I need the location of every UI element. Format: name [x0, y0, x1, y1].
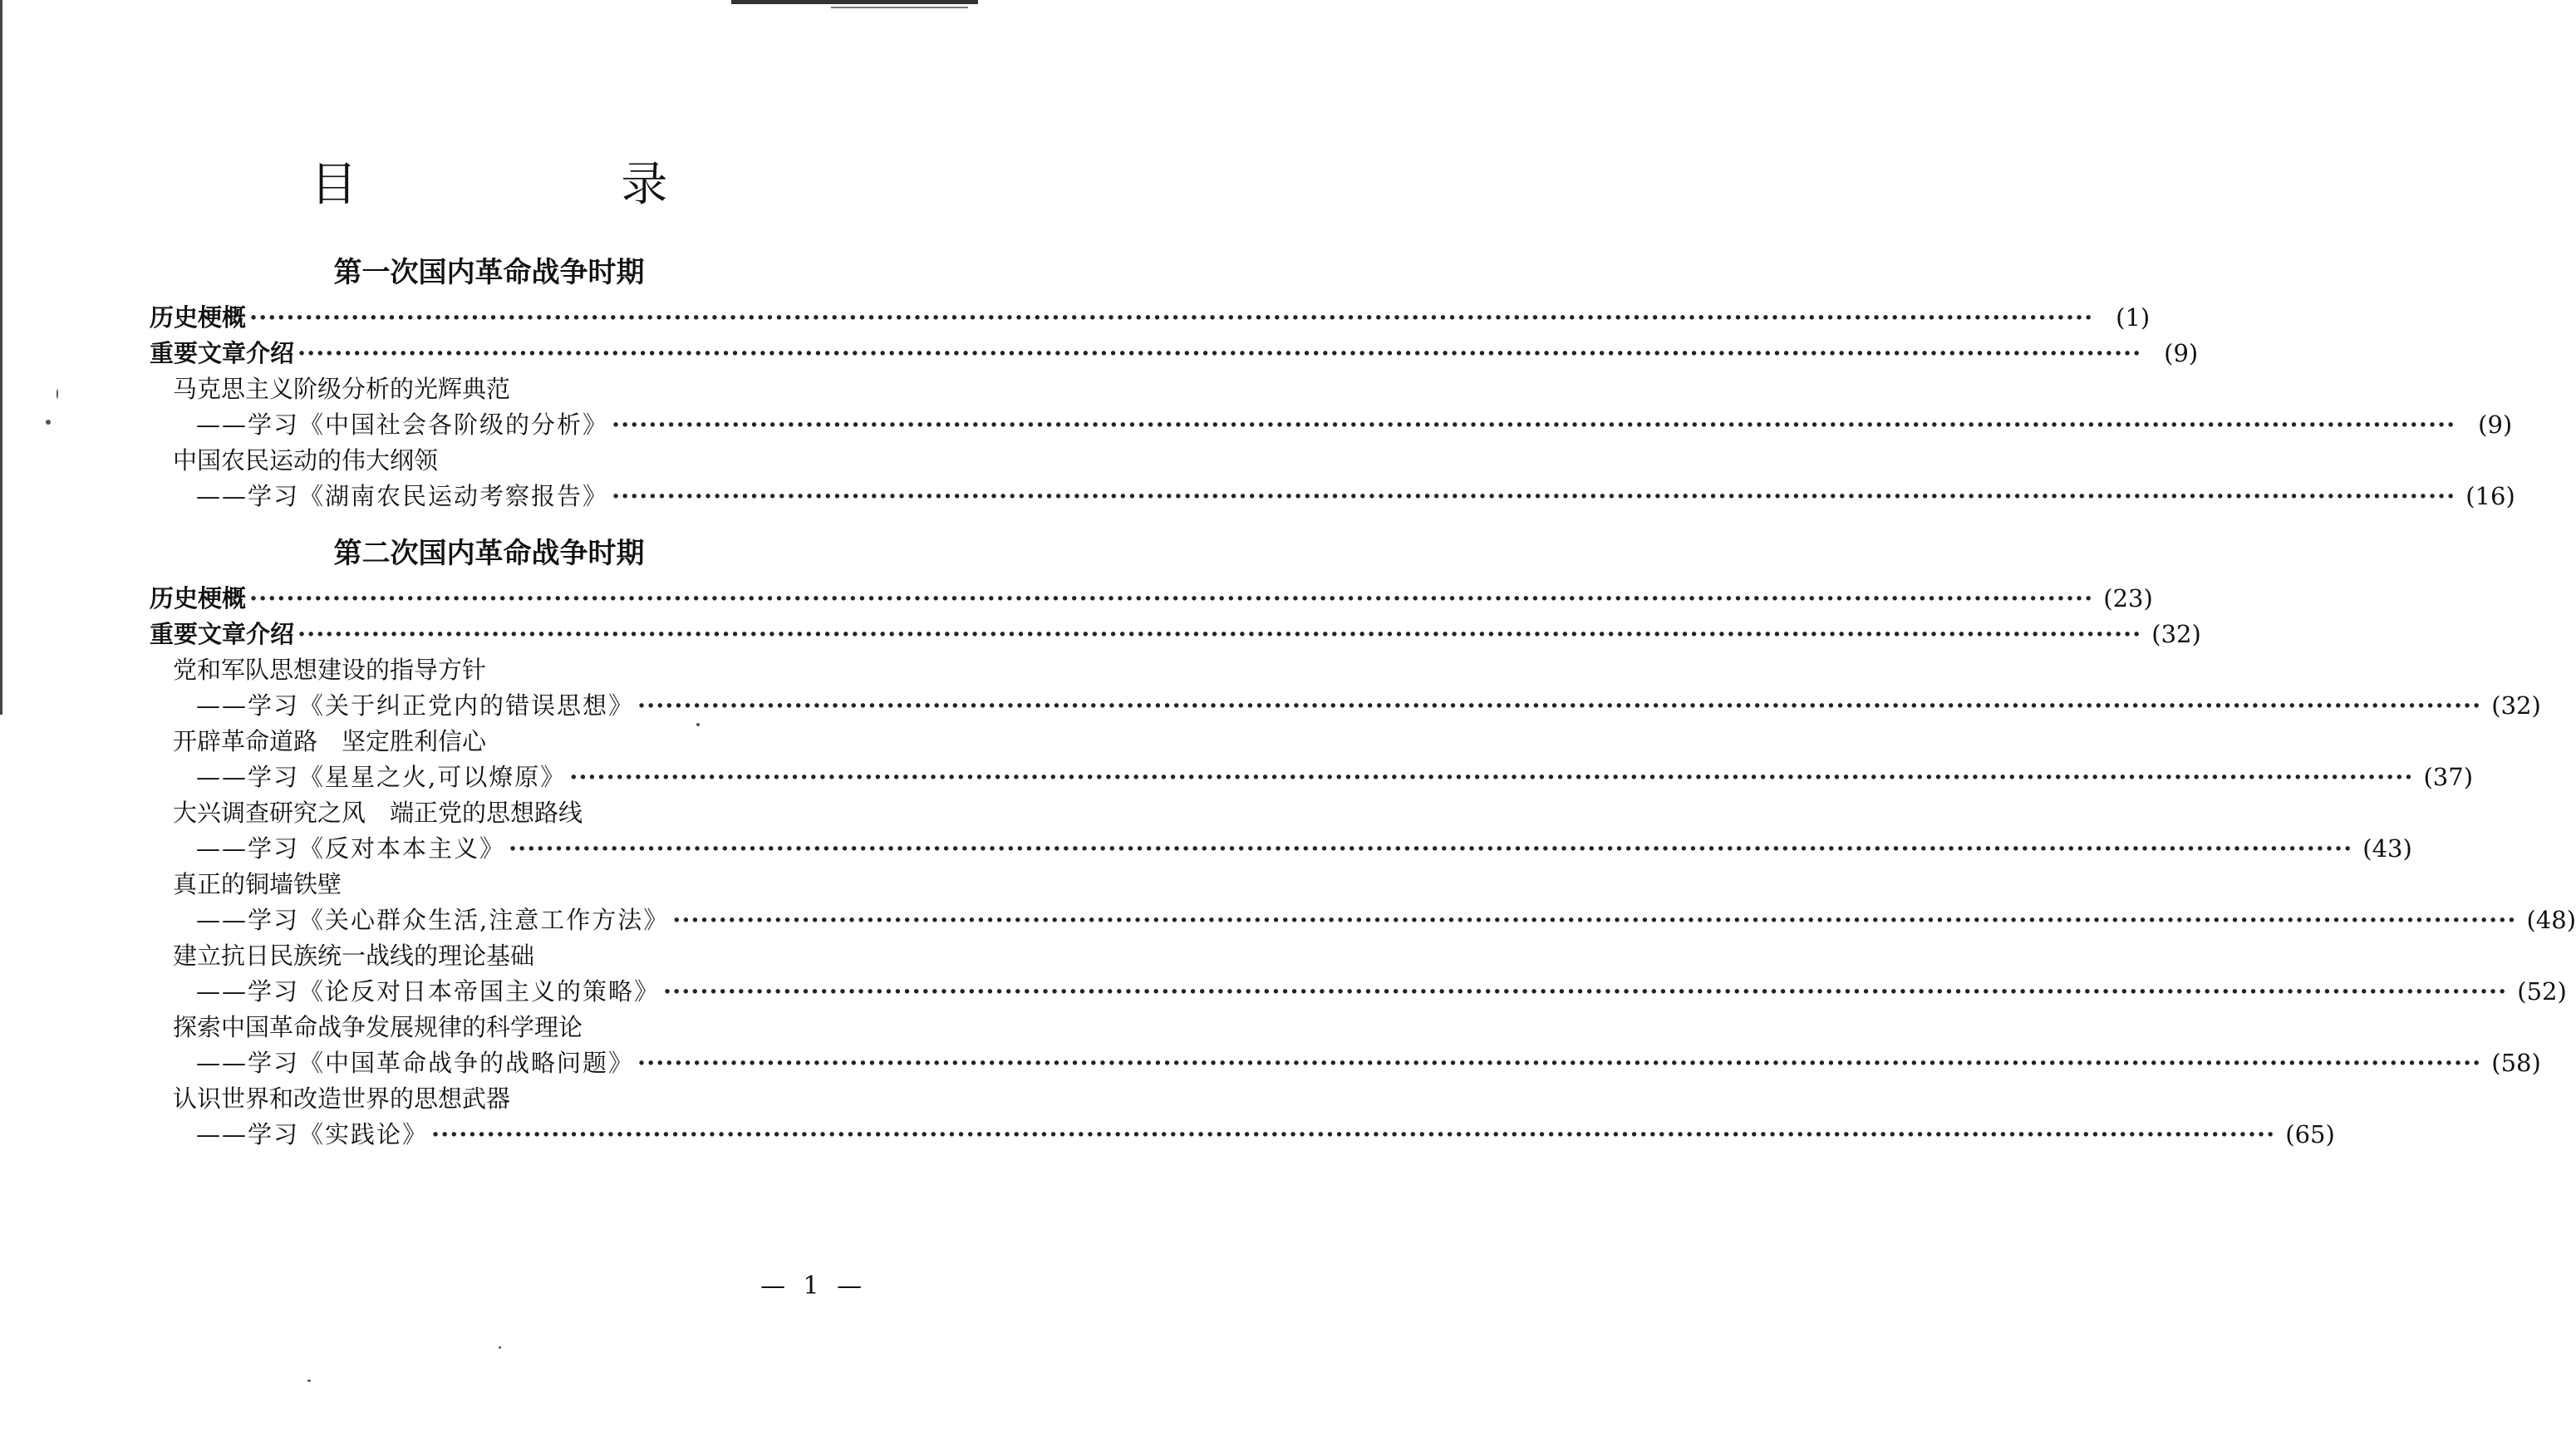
leader-dots: ········································································································································································································	[249, 584, 2094, 612]
toc-entry-title: 认识世界和改造世界的思想武器	[173, 1084, 511, 1113]
toc-entry-page: (37)	[2423, 763, 2474, 791]
leader-dots: ········································································································································································································	[637, 691, 2482, 720]
toc-entry-title: 中国农民运动的伟大纲领	[173, 446, 439, 475]
leader-dots: ········································································································································································································	[509, 834, 2353, 863]
toc-entry-page: (58)	[2491, 1049, 2541, 1077]
toc-entry	[173, 442, 849, 479]
leader-dots: ········································································································································································································	[612, 482, 2456, 510]
toc-entry	[173, 866, 849, 902]
toc-entry	[150, 616, 2201, 652]
toc-entry-title: ——学习《湖南农民运动考察报告》	[196, 482, 609, 510]
toc-entry	[173, 652, 849, 688]
toc-entry-page: (65)	[2285, 1120, 2335, 1148]
leader-dots: ········································································································································································································	[297, 339, 2142, 367]
toc-entry-title: 历史梗概	[150, 584, 247, 612]
toc-entry-title: ——学习《论反对日本帝国主义的策略》	[196, 977, 661, 1006]
leader-dots: ········································································································································································································	[637, 1049, 2482, 1077]
leader-dots: ········································································································································································································	[672, 906, 2517, 934]
toc-entry-title: 大兴调查研究之风 端正党的思想路线	[173, 799, 583, 827]
toc-entry	[196, 1116, 2335, 1153]
toc-entry-title: ——学习《实践论》	[196, 1120, 429, 1148]
scan-top-rule	[731, 0, 978, 4]
toc-entry-page: (32)	[2151, 620, 2201, 648]
toc-entry	[150, 335, 2199, 371]
toc-entry-title: ——学习《中国社会各阶级的分析》	[196, 411, 609, 439]
toc-entry-page: (1)	[2116, 303, 2151, 332]
leader-dots: ········································································································································································································	[569, 763, 2414, 791]
toc-entry	[196, 902, 2576, 938]
scan-speck	[46, 420, 51, 425]
toc-entry	[173, 1009, 849, 1045]
toc-entry	[196, 687, 2541, 724]
toc-entry-title: ——学习《反对本本主义》	[196, 834, 506, 863]
toc-entry-page: (9)	[2478, 411, 2513, 439]
toc-entry-title: 建立抗日民族统一战线的理论基础	[173, 942, 535, 970]
toc-entry-page: (16)	[2465, 482, 2515, 510]
toc-entry-title: 重要文章介绍	[150, 339, 295, 367]
leader-dots: ········································································································································································································	[249, 303, 2094, 332]
toc-entry	[173, 937, 849, 974]
section-heading: 第二次国内革命战争时期	[333, 537, 645, 570]
scan-speck	[499, 1346, 501, 1349]
scan-speck	[57, 389, 58, 399]
page-number: — 1 —	[760, 1271, 868, 1301]
toc-entry	[150, 299, 2151, 336]
toc-entry-page: (9)	[2164, 339, 2199, 367]
toc-entry-title: ——学习《星星之火,可以燎原》	[196, 763, 567, 791]
toc-entry-title: 开辟革命道路 坚定胜利信心	[173, 727, 487, 755]
scan-speck	[307, 1379, 311, 1382]
toc-entry-page: (32)	[2491, 691, 2541, 720]
leader-dots: ········································································································································································································	[297, 620, 2142, 648]
toc-entry-title: 探索中国革命战争发展规律的科学理论	[173, 1013, 583, 1041]
page-edge-rule	[0, 0, 2, 715]
toc-entry-title: 真正的铜墙铁壁	[173, 870, 342, 898]
toc-entry	[196, 406, 2513, 443]
leader-dots: ········································································································································································································	[612, 411, 2456, 439]
scan-speck	[696, 723, 700, 726]
toc-entry-title: ——学习《关于纠正党内的错误思想》	[196, 691, 635, 720]
toc-entry-title: ——学习《中国革命战争的战略问题》	[196, 1049, 635, 1077]
toc-entry-title: 党和军队思想建设的指导方针	[173, 656, 487, 684]
toc-entry-page: (48)	[2526, 906, 2576, 934]
toc-entry	[196, 830, 2412, 867]
toc-entry	[173, 794, 849, 831]
toc-entry-title: 重要文章介绍	[150, 620, 295, 648]
toc-entry-page: (43)	[2362, 834, 2412, 863]
section-heading: 第一次国内革命战争时期	[333, 256, 645, 289]
toc-entry-page: (23)	[2103, 584, 2153, 612]
toc-entry	[173, 1080, 849, 1117]
page-title: 目 录	[310, 158, 793, 212]
toc-entry	[196, 759, 2474, 795]
scan-top-rule-secondary	[831, 7, 968, 8]
leader-dots: ········································································································································································································	[663, 977, 2508, 1006]
toc-entry-title: 马克思主义阶级分析的光辉典范	[173, 375, 511, 403]
toc-entry-title: 历史梗概	[150, 303, 247, 332]
toc-entry	[196, 973, 2567, 1010]
toc-entry	[173, 723, 849, 760]
leader-dots: ········································································································································································································	[431, 1120, 2276, 1148]
toc-entry	[150, 580, 2153, 617]
toc-entry	[196, 1045, 2541, 1081]
toc-entry-title: ——学习《关心群众生活,注意工作方法》	[196, 906, 670, 934]
toc-entry-page: (52)	[2517, 977, 2567, 1006]
toc-entry	[173, 371, 849, 407]
toc-entry	[196, 478, 2515, 514]
